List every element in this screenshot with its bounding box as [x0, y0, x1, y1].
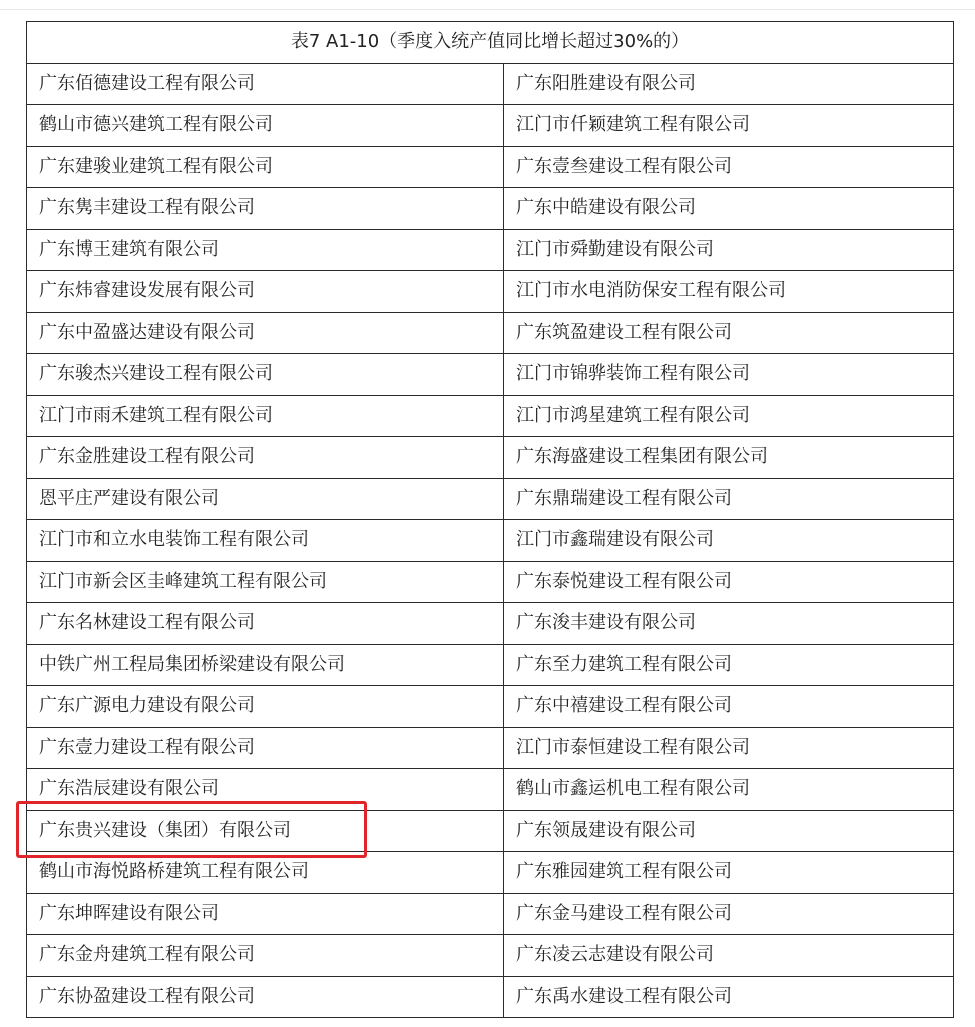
table-row: [27, 769, 954, 811]
company-cell-left: 广东浩辰建设有限公司: [27, 769, 504, 811]
company-cell-right: 广东至力建筑工程有限公司: [504, 644, 954, 686]
company-cell-left: 广东名林建设工程有限公司: [27, 603, 504, 645]
company-cell-right: 广东金马建设工程有限公司: [504, 893, 954, 935]
company-cell-left: 广东骏杰兴建设工程有限公司: [27, 354, 504, 396]
company-cell-left: 广东贵兴建设（集团）有限公司: [27, 810, 504, 852]
company-cell-left: 广东炜睿建设发展有限公司: [27, 271, 504, 313]
table-row: [27, 603, 954, 645]
table-title: 表7 A1-10（季度入统产值同比增长超过30%的）: [27, 22, 954, 64]
company-cell-right: 广东泰悦建设工程有限公司: [504, 561, 954, 603]
company-cell-left: 广东协盈建设工程有限公司: [27, 976, 504, 1018]
company-cell-left: 广东金舟建筑工程有限公司: [27, 935, 504, 977]
table-row: [27, 644, 954, 686]
company-cell-right: 江门市泰恒建设工程有限公司: [504, 727, 954, 769]
company-cell-left: 广东佰德建设工程有限公司: [27, 63, 504, 105]
company-cell-left: 广东广源电力建设有限公司: [27, 686, 504, 728]
company-cell-right: 江门市仟颖建筑工程有限公司: [504, 105, 954, 147]
company-cell-right: 广东凌云志建设有限公司: [504, 935, 954, 977]
company-cell-right: 广东雅园建筑工程有限公司: [504, 852, 954, 894]
company-cell-left: 江门市雨禾建筑工程有限公司: [27, 395, 504, 437]
company-cell-right: 江门市舜勤建设有限公司: [504, 229, 954, 271]
table-row: [27, 63, 954, 105]
company-cell-left: 广东隽丰建设工程有限公司: [27, 188, 504, 230]
table-row: [27, 229, 954, 271]
table-row: [27, 852, 954, 894]
table-row: [27, 105, 954, 147]
company-cell-right: 广东中皓建设有限公司: [504, 188, 954, 230]
table-row: [27, 893, 954, 935]
company-cell-right: 广东阳胜建设有限公司: [504, 63, 954, 105]
table-row: [27, 727, 954, 769]
company-cell-right: 鹤山市鑫运机电工程有限公司: [504, 769, 954, 811]
table-row: [27, 354, 954, 396]
company-cell-right: 广东浚丰建设有限公司: [504, 603, 954, 645]
table-row: [27, 976, 954, 1018]
company-cell-right: 广东海盛建设工程集团有限公司: [504, 437, 954, 479]
company-cell-left: 广东中盈盛达建设有限公司: [27, 312, 504, 354]
table-row: [27, 395, 954, 437]
company-cell-right: 广东壹叁建设工程有限公司: [504, 146, 954, 188]
company-cell-right: 广东禹水建设工程有限公司: [504, 976, 954, 1018]
table-row: [27, 520, 954, 562]
company-table: [26, 21, 954, 1018]
company-cell-left: 江门市和立水电装饰工程有限公司: [27, 520, 504, 562]
company-cell-right: 江门市鑫瑞建设有限公司: [504, 520, 954, 562]
table-row: [27, 935, 954, 977]
table-row: [27, 188, 954, 230]
company-cell-right: 江门市水电消防保安工程有限公司: [504, 271, 954, 313]
table-row: [27, 437, 954, 479]
company-cell-right: 江门市锦骅装饰工程有限公司: [504, 354, 954, 396]
table-row: [27, 478, 954, 520]
company-cell-right: 江门市鸿星建筑工程有限公司: [504, 395, 954, 437]
company-cell-right: 广东领晟建设有限公司: [504, 810, 954, 852]
top-divider: [0, 9, 975, 10]
company-cell-left: 广东金胜建设工程有限公司: [27, 437, 504, 479]
company-cell-left: 中铁广州工程局集团桥梁建设有限公司: [27, 644, 504, 686]
company-cell-left: 广东博王建筑有限公司: [27, 229, 504, 271]
company-cell-right: 广东鼎瑞建设工程有限公司: [504, 478, 954, 520]
company-cell-right: 广东中禧建设工程有限公司: [504, 686, 954, 728]
company-cell-left: 江门市新会区圭峰建筑工程有限公司: [27, 561, 504, 603]
company-cell-left: 广东建骏业建筑工程有限公司: [27, 146, 504, 188]
table-row: [27, 146, 954, 188]
company-cell-left: 恩平庄严建设有限公司: [27, 478, 504, 520]
company-cell-left: 广东坤晖建设有限公司: [27, 893, 504, 935]
company-cell-left: 广东壹力建设工程有限公司: [27, 727, 504, 769]
table-row: [27, 686, 954, 728]
table-title-row: [27, 22, 954, 64]
table-row: [27, 810, 954, 852]
company-cell-right: 广东筑盈建设工程有限公司: [504, 312, 954, 354]
table-row: [27, 271, 954, 313]
company-cell-left: 鹤山市海悦路桥建筑工程有限公司: [27, 852, 504, 894]
table-row: [27, 561, 954, 603]
company-cell-left: 鹤山市德兴建筑工程有限公司: [27, 105, 504, 147]
table-row: [27, 312, 954, 354]
